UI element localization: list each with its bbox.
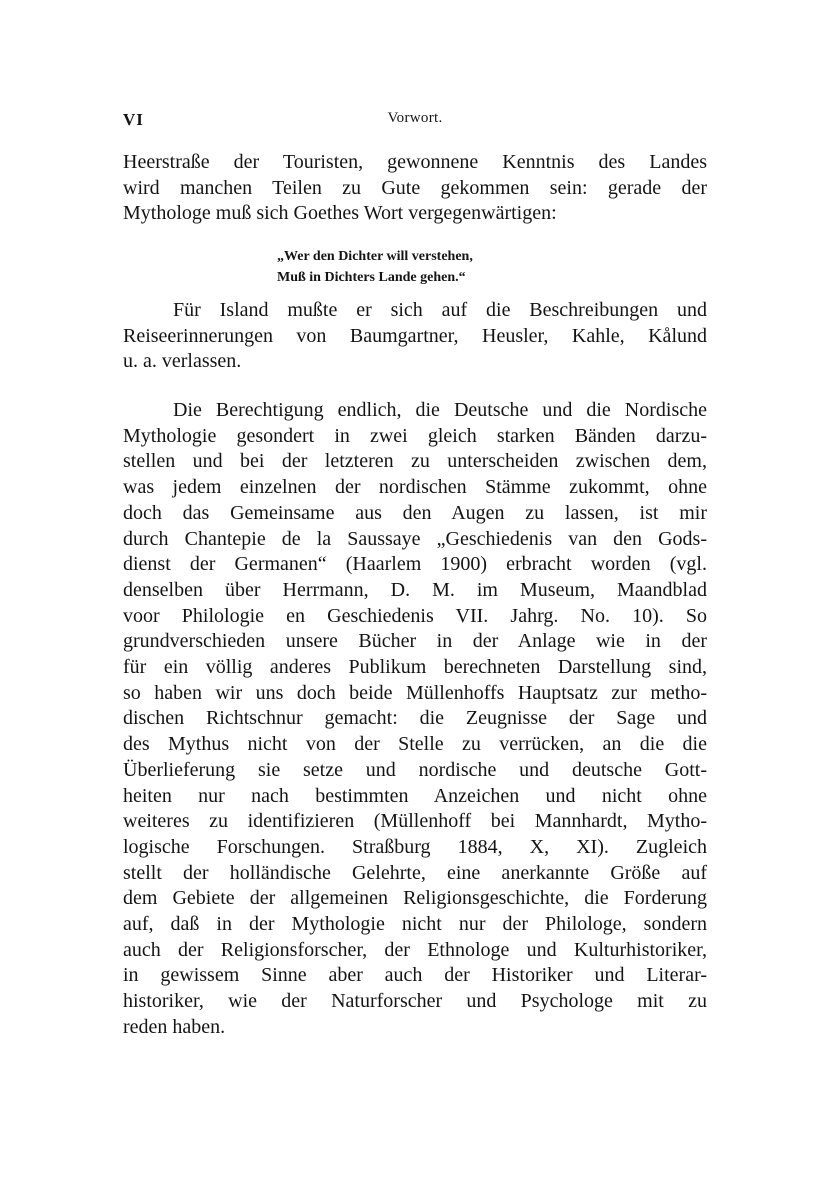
text-line: in gewissem Sinne aber auch der Historiker und Literar- [123,964,707,987]
quote-line: „Wer den Dichter will verstehen, [277,249,473,264]
quote-line: Muß in Dichters Lande gehen.“ [277,270,466,285]
text-line: was jedem einzelnen der nordischen Stämme zukommt, ohne [123,476,707,499]
text-line: dienst der Germanen“ (Haarlem 1900) erbracht worden (vgl. [123,553,707,576]
page-header [123,110,707,132]
text-line: Reiseerinnerungen von Baumgartner, Heusler, Kahle, Kålund [123,324,707,347]
text-line: logische Forschungen. Straßburg 1884, X, XI). Zugleich [123,835,707,858]
text-line: heiten nur nach bestimmten Anzeichen und nicht ohne [123,784,707,807]
text-line: weiteres zu identifizieren (Müllenhoff bei Mannhardt, Mytho- [123,810,707,833]
text-line: doch das Gemeinsame aus den Augen zu lassen, ist mir [123,501,707,524]
text-line: Mythologie gesondert in zwei gleich starken Bänden darzu- [123,424,707,447]
paragraph-3 [123,398,707,1041]
text-line: für ein völlig anderes Publikum berechneten Darstellung sind, [123,656,707,679]
paragraph-1 [123,150,707,227]
text-line: dischen Richtschnur gemacht: die Zeugnisse der Sage und [123,707,707,730]
text-line: so haben wir uns doch beide Müllenhoffs Hauptsatz zur metho- [123,681,707,704]
text-line: dem Gebiete der allgemeinen Religionsgeschichte, die Forderung [123,887,707,910]
running-title: Vorwort. [387,110,443,126]
text-line: des Mythus nicht von der Stelle zu verrücken, an die die [123,733,707,756]
text-line: Für Island mußte er sich auf die Beschreibungen und [173,299,707,321]
goethe-quote [277,246,473,288]
paragraph-2 [123,298,707,375]
text-line: voor Philologie en Geschiedenis VII. Jahrg. No. 10). So [123,604,707,627]
text-line: Mythologe muß sich Goethes Wort vergegenwärtigen: [123,202,557,225]
text-line: stellt der holländische Gelehrte, eine anerkannte Größe auf [123,861,707,884]
text-line: wird manchen Teilen zu Gute gekommen sein: gerade der [123,176,707,199]
text-line: reden haben. [123,1015,226,1038]
text-line: historiker, wie der Naturforscher und Psychologe mit zu [123,990,707,1013]
text-line: Die Berechtigung endlich, die Deutsche und die Nordische [173,399,707,421]
text-line: Heerstraße der Touristen, gewonnene Kenntnis des Landes [123,151,707,173]
text-line: Überlieferung sie setze und nordische und deutsche Gott- [123,758,707,781]
text-line: denselben über Herrmann, D. M. im Museum, Maandblad [123,578,707,601]
page-number: VI [123,110,144,129]
text-line: u. a. verlassen. [123,350,242,373]
text-line: durch Chantepie de la Saussaye „Geschiedenis van den Gods- [123,527,707,550]
text-line: grundverschieden unsere Bücher in der Anlage wie in der [123,630,707,653]
text-line: auf, daß in der Mythologie nicht nur der Philologe, sondern [123,913,707,936]
text-line: auch der Religionsforscher, der Ethnologe und Kulturhistoriker, [123,938,707,961]
text-line: stellen und bei der letzteren zu unterscheiden zwischen dem, [123,450,707,473]
